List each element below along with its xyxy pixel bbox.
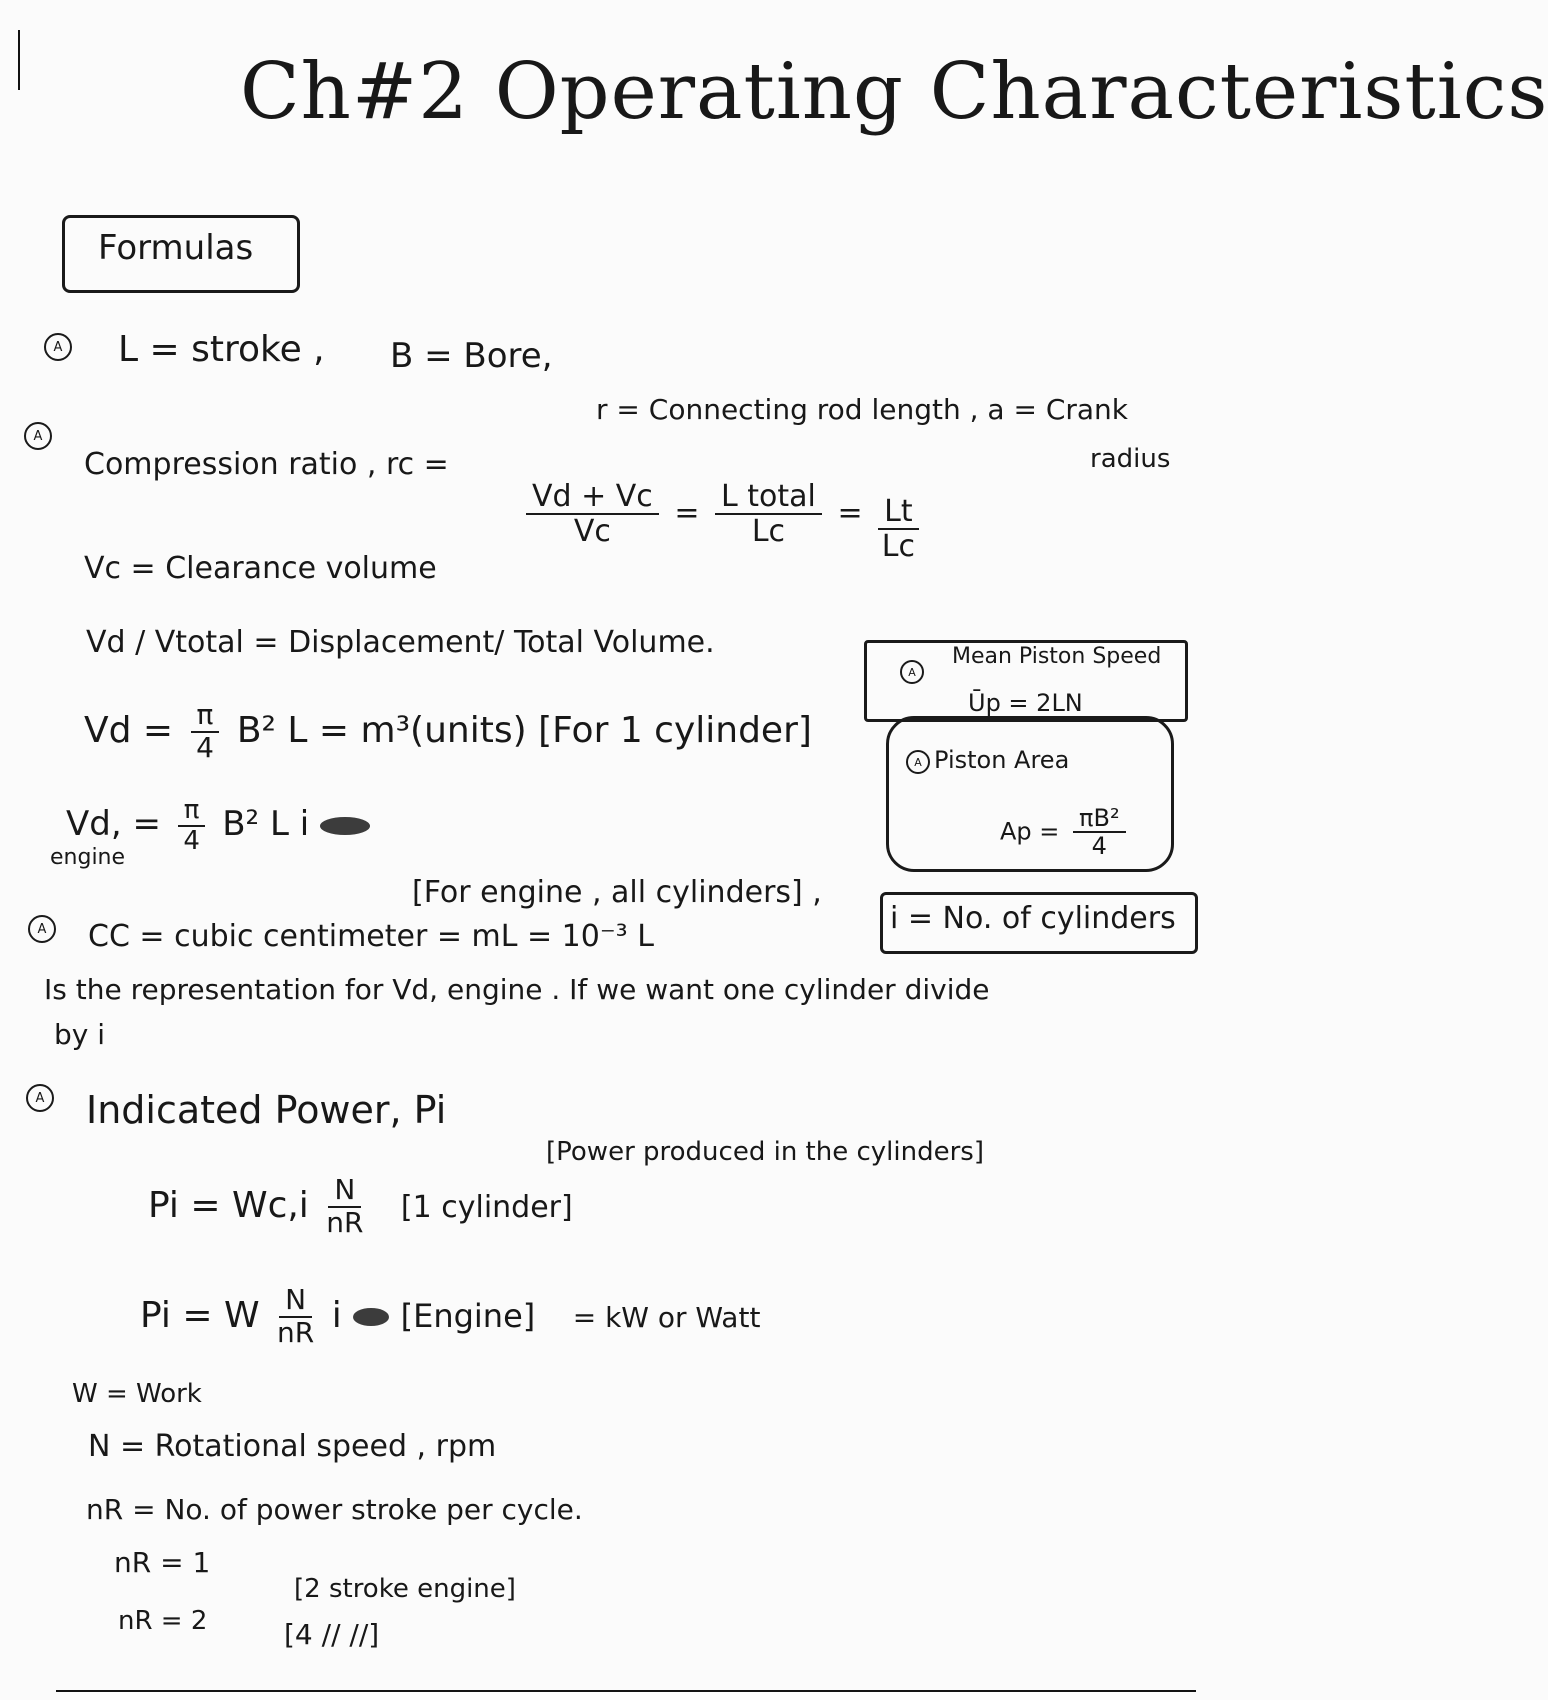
nr2-value: nR = 2 bbox=[118, 1606, 208, 1636]
cc-line-2: Is the representation for Vd, engine . If we want one cylinder divide bbox=[44, 973, 990, 1006]
fraction bbox=[178, 796, 206, 855]
rpm-definition: N = Rotational speed , rpm bbox=[88, 1429, 497, 1464]
vd-definition: Vd / Vtotal = Displacement/ Total Volume. bbox=[86, 625, 715, 660]
formulas-label: Formulas bbox=[98, 228, 254, 268]
fraction-denominator: Vc bbox=[573, 514, 611, 549]
nr1-value: nR = 1 bbox=[114, 1546, 211, 1579]
scribble-mark bbox=[320, 817, 370, 835]
radius-def: radius bbox=[1090, 444, 1171, 474]
pi-engine-units: = kW or Watt bbox=[572, 1300, 761, 1334]
fraction-denominator: Lc bbox=[751, 514, 786, 549]
bullet-icon: A bbox=[28, 915, 56, 943]
vd-rhs: B² L = m³(units) [For 1 cylinder] bbox=[236, 709, 812, 751]
fraction bbox=[878, 495, 918, 563]
indicated-power-1cyl bbox=[148, 1175, 573, 1239]
compression-formula bbox=[520, 465, 925, 563]
fraction-denominator: Lc bbox=[881, 529, 915, 564]
fraction bbox=[526, 480, 659, 548]
piston-area-title: Piston Area bbox=[934, 746, 1070, 774]
pi-engine-i: i bbox=[331, 1294, 342, 1336]
vd-engine-lhs: Vd, = bbox=[66, 804, 161, 845]
fraction bbox=[715, 480, 822, 548]
equals: = bbox=[674, 495, 700, 531]
piston-area-formula bbox=[1000, 805, 1132, 860]
cylinders-definition: i = No. of cylinders bbox=[890, 901, 1176, 936]
indicated-power-engine bbox=[140, 1285, 760, 1349]
fraction-denominator: 4 bbox=[183, 825, 200, 856]
fraction-denominator: nR bbox=[326, 1205, 364, 1239]
work-definition: W = Work bbox=[72, 1379, 202, 1409]
fraction-numerator: Lt bbox=[878, 495, 918, 530]
fraction-numerator: π bbox=[191, 700, 220, 733]
vc-definition: Vc = Clearance volume bbox=[84, 551, 437, 586]
bore-def: B = Bore, bbox=[390, 336, 553, 376]
fraction bbox=[1073, 805, 1126, 860]
fraction-denominator: 4 bbox=[1091, 832, 1107, 861]
nr-definition: nR = No. of power stroke per cycle. bbox=[86, 1493, 583, 1526]
bullet-icon: A bbox=[906, 750, 930, 774]
fraction-numerator: N bbox=[328, 1175, 361, 1208]
fraction bbox=[277, 1285, 314, 1349]
vd-engine-note: [For engine , all cylinders] , bbox=[412, 875, 822, 910]
margin-tick bbox=[18, 30, 20, 90]
indicated-power-note: [Power produced in the cylinders] bbox=[546, 1137, 984, 1167]
pi-note: [1 cylinder] bbox=[400, 1189, 573, 1225]
rod-def: r = Connecting rod length , a = Crank bbox=[596, 393, 1128, 426]
vd-engine-rhs: B² L i bbox=[222, 804, 310, 845]
pi-engine-note: [Engine] bbox=[400, 1296, 536, 1335]
fraction bbox=[326, 1175, 363, 1239]
cc-line-3: by i bbox=[54, 1018, 106, 1051]
fraction-numerator: L total bbox=[715, 480, 822, 515]
mean-piston-title: Mean Piston Speed bbox=[952, 644, 1162, 669]
fraction-numerator: Vd + Vc bbox=[526, 480, 659, 515]
cc-line-1: CC = cubic centimeter = mL = 10⁻³ L bbox=[88, 919, 654, 954]
fraction-numerator: π bbox=[178, 796, 206, 827]
bullet-icon: A bbox=[24, 422, 52, 450]
bullet-icon: A bbox=[26, 1084, 54, 1112]
mean-piston-formula: Ūp = 2LN bbox=[968, 689, 1083, 717]
fraction bbox=[191, 700, 220, 764]
bullet-icon: A bbox=[44, 333, 72, 361]
bullet-icon: A bbox=[900, 660, 924, 684]
scribble-mark bbox=[353, 1308, 389, 1326]
nr1-note: [2 stroke engine] bbox=[294, 1574, 516, 1604]
vd-formula bbox=[84, 700, 812, 764]
fraction-numerator: πB² bbox=[1073, 805, 1126, 833]
fraction-denominator: nR bbox=[277, 1315, 315, 1349]
pi-engine-lhs: Pi = W bbox=[140, 1294, 260, 1336]
nr2-note: [4 // //] bbox=[284, 1618, 380, 1651]
fraction-numerator: N bbox=[279, 1285, 312, 1318]
compression-label bbox=[84, 448, 449, 481]
stroke-def: L = stroke , bbox=[118, 329, 325, 370]
pi-lhs: Pi = Wc,i bbox=[148, 1184, 309, 1226]
piston-area-lhs: Ap = bbox=[1000, 817, 1060, 846]
equals: = bbox=[837, 495, 863, 531]
compression-text: Compression ratio , rc = bbox=[84, 447, 449, 482]
vd-engine-sub: engine bbox=[50, 845, 126, 870]
fraction-denominator: 4 bbox=[196, 730, 214, 764]
bottom-rule bbox=[56, 1690, 1196, 1692]
vd-lhs: Vd = bbox=[84, 709, 174, 751]
page-title: Ch#2 Operating Characteristics bbox=[240, 47, 1548, 137]
indicated-power-title: Indicated Power, Pi bbox=[86, 1088, 447, 1132]
